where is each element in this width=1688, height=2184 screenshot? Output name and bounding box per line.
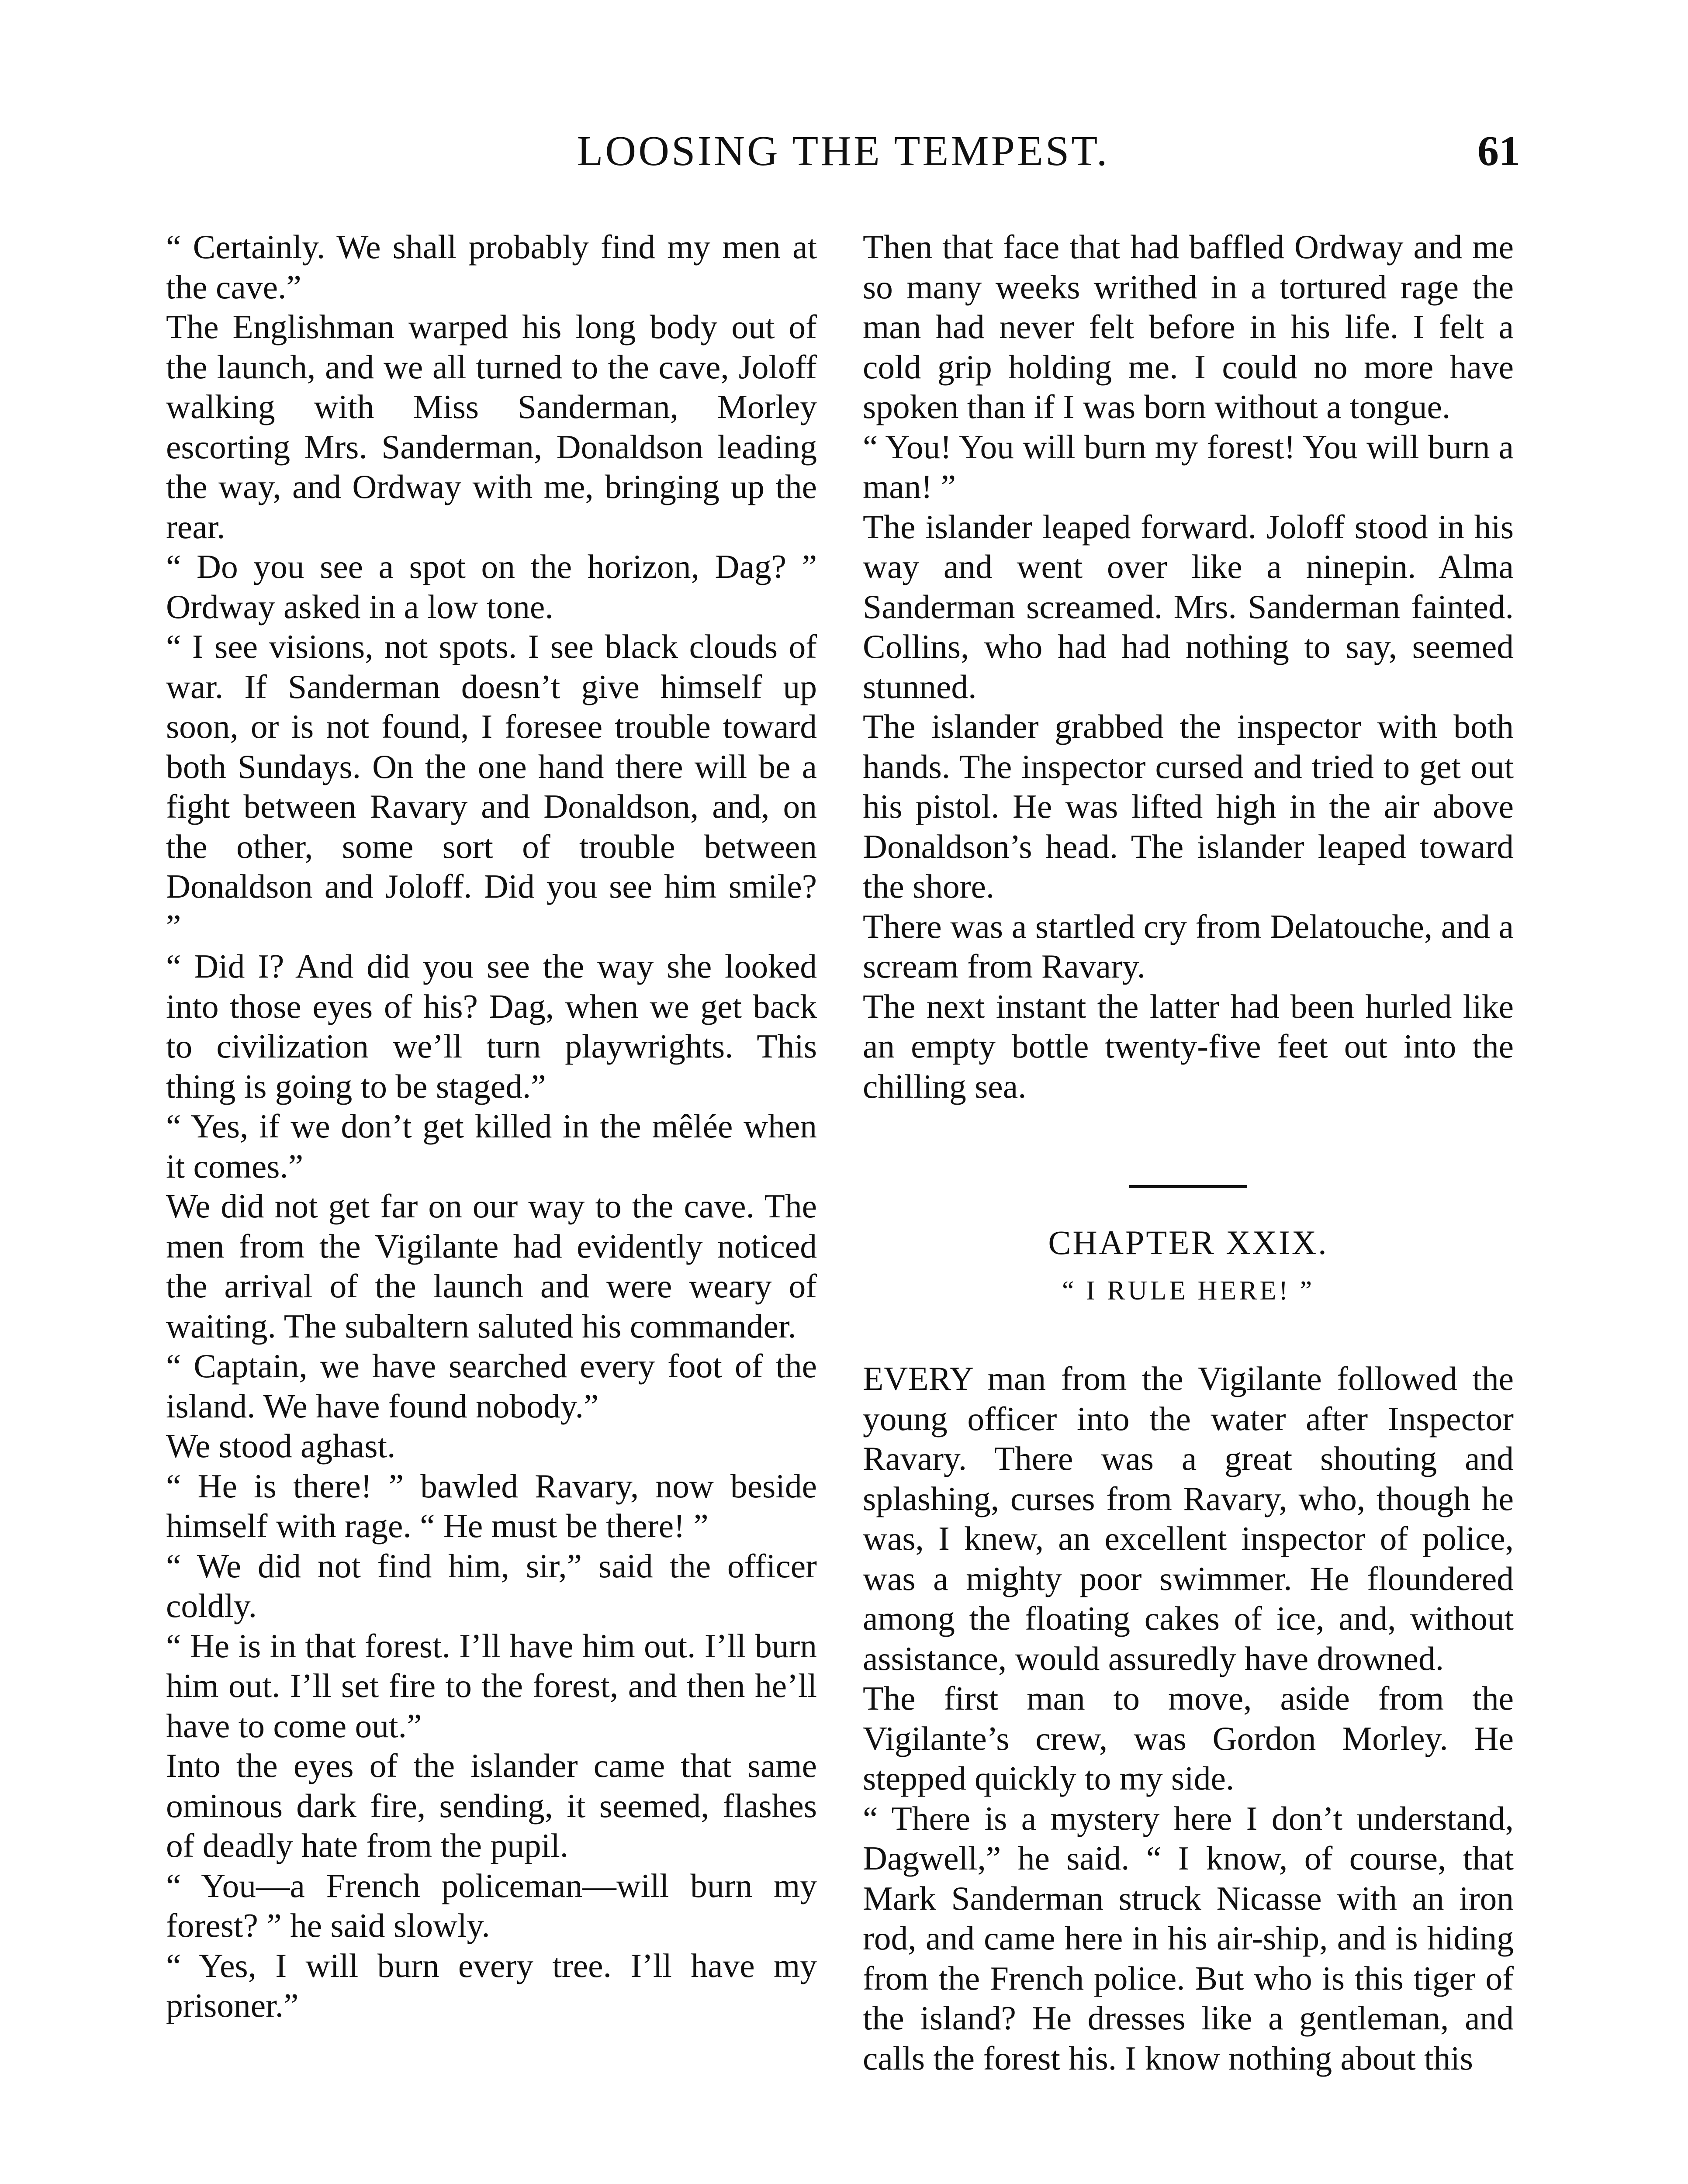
paragraph: “ You—a French policeman—will burn my forest? ” he said slowly. [166, 1866, 817, 1944]
paragraph: The islander grabbed the inspector with both hands. The inspector cursed and tried to get out his pistol. He was lifted high in the air above Donaldson’s head. The islander leaped toward the shore. [863, 708, 1514, 905]
paragraph: “ Yes, I will burn every tree. I’ll have my prisoner.” [166, 1946, 817, 2024]
paragraph: “ Captain, we have searched every foot of the island. We have found nobody.” [166, 1347, 817, 1425]
paragraph: Then that face that had baffled Ordway and me so many weeks writhed in a tortured rage the man had never felt before in his life. I felt a cold grip holding me. I could no more have spoken than if I was born without a tongue. [863, 228, 1514, 425]
paragraph: “ He is in that forest. I’ll have him out. I’ll burn him out. I’ll set fire to the forest, and then he’ll have to come out.” [166, 1627, 817, 1745]
paragraph: “ We did not find him, sir,” said the officer coldly. [166, 1547, 817, 1624]
paragraph: “ Certainly. We shall probably find my men at the cave.” [166, 228, 817, 306]
chapter-heading: CHAPTER XXIX. [1048, 1223, 1328, 1261]
page-number: 61 [1477, 128, 1520, 175]
paragraph: We did not get far on our way to the cave. The men from the Vigilante had evidently noticed the arrival of the launch and were weary of waiting. The subaltern saluted his commander. [166, 1187, 817, 1345]
paragraph: The islander leaped forward. Joloff stood in his way and went over like a ninepin. Alma Sanderman screamed. Mrs. Sanderman fainted. Collins, who had had nothing to say, seemed stunned. [863, 508, 1514, 705]
paragraph: We stood aghast. [166, 1427, 396, 1465]
paragraph: “ Yes, if we don’t get killed in the mêlée when it comes.” [166, 1107, 817, 1185]
right-column [863, 227, 1514, 2078]
paragraph: “ Did I? And did you see the way she looked into those eyes of his? Dag, when we get back to civilization we’ll turn playwrights. This thing is going to be staged.” [166, 947, 817, 1105]
paragraph: The next instant the latter had been hurled like an empty bottle twenty-five feet out into the chilling sea. [863, 987, 1514, 1105]
paragraph: “ There is a mystery here I don’t understand, Dagwell,” he said. “ I know, of course, that Mark Sanderman struck Nicasse with an iron rod, and came here in his air-ship, and is hiding from the French police. But who is this tiger of the island? He dresses like a gentleman, and calls the forest his. I know nothing about this [863, 1799, 1514, 2077]
paragraph: “ I see visions, not spots. I see black clouds of war. If Sanderman doesn’t give himself up soon, or is not found, I foresee trouble toward both Sundays. On the one hand there will be a fight between Ravary and Donaldson, and, on the other, some sort of trouble between Donaldson and Joloff. Did you see him smile? ” [166, 628, 817, 945]
paragraph: EVERY man from the Vigilante followed the young officer into the water after Inspector Ravary. There was a great shouting and splashing, curses from Ravary, who, though he was, I knew, an excellent inspector of police, was a mighty poor swimmer. He floundered among the floating cakes of ice, and, without assistance, would assuredly have drowned. [863, 1360, 1514, 1677]
paragraph: The first man to move, aside from the Vigilante’s crew, was Gordon Morley. He stepped quickly to my side. [863, 1679, 1514, 1797]
running-title: LOOSING THE TEMPEST. [577, 128, 1110, 175]
paragraph: The Englishman warped his long body out of the launch, and we all turned to the cave, Joloff walking with Miss Sanderman, Morley escorting Mrs. Sanderman, Donaldson leading the way, and Ordway with me, bringing up the rear. [166, 308, 817, 546]
paragraph: “ You! You will burn my forest! You will burn a man! ” [863, 428, 1514, 505]
left-column [166, 227, 817, 2026]
running-head [166, 127, 1520, 192]
section-divider [1129, 1185, 1247, 1188]
chapter-subtitle: “ I RULE HERE! ” [1062, 1276, 1315, 1306]
paragraph: “ Do you see a spot on the horizon, Dag? ” Ordway asked in a low tone. [166, 548, 817, 625]
paragraph: “ He is there! ” bawled Ravary, now beside himself with rage. “ He must be there! ” [166, 1467, 817, 1545]
paragraph: Into the eyes of the islander came that same ominous dark fire, sending, it seemed, flashes of deadly hate from the pupil. [166, 1747, 817, 1864]
paragraph: There was a startled cry from Delatouche, and a scream from Ravary. [863, 907, 1514, 985]
